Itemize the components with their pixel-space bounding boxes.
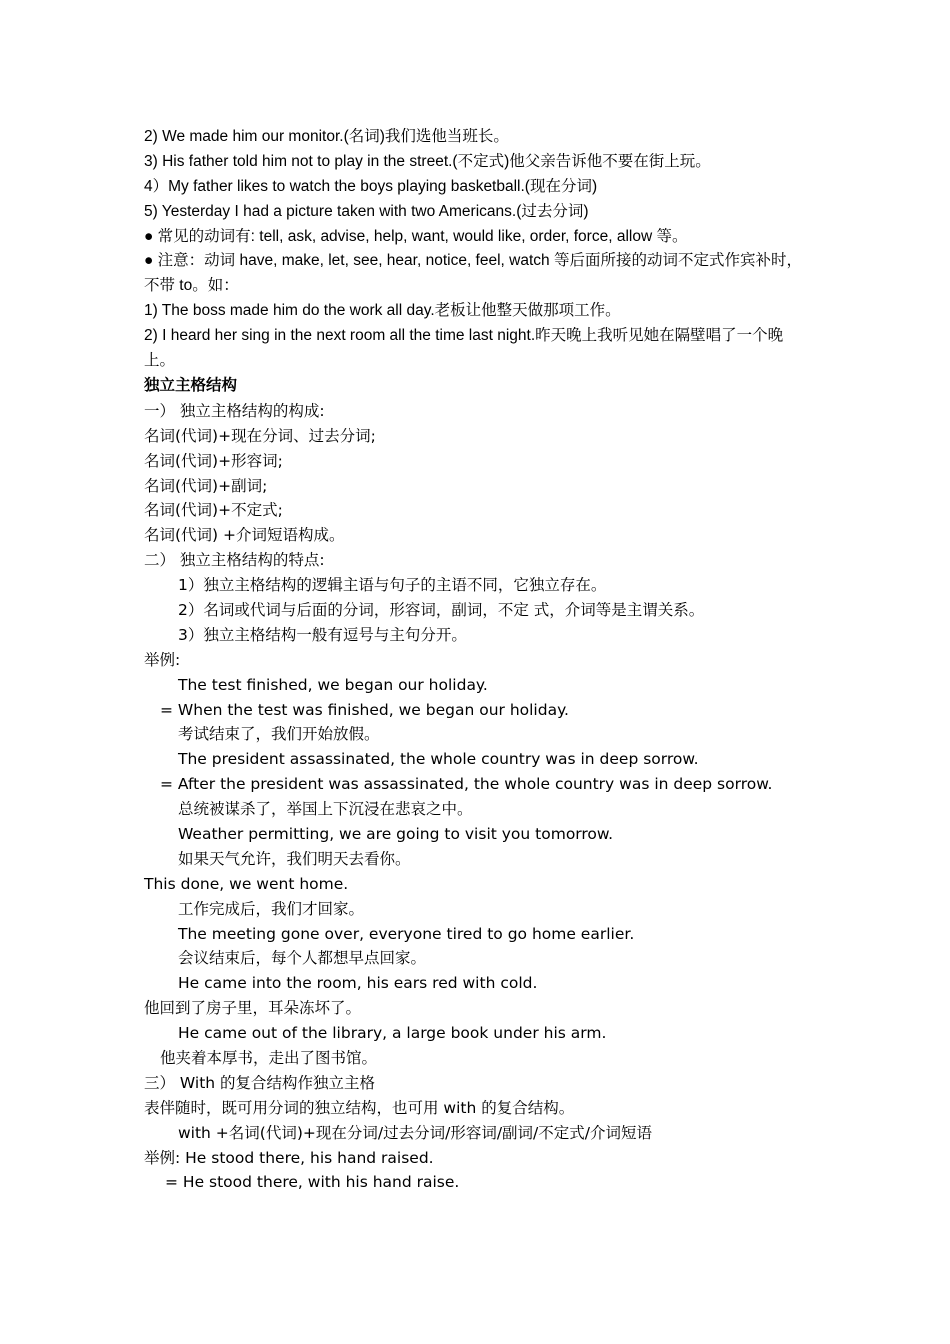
text-line: 名词(代词)+形容词;	[144, 451, 283, 470]
text-line: = He stood there, with his hand raise.	[165, 1173, 460, 1192]
section-heading: 独立主格结构	[144, 376, 238, 394]
text-line: 5) Yesterday I had a picture taken with two Americans.(过去分词)	[144, 202, 589, 220]
text-paragraph: 2) I heard her sing in the next room all the time last night.昨天晚上我听见她在隔壁唱了一个晚上。	[144, 327, 784, 370]
text-line: 会议结束后，每个人都想早点回家。	[178, 949, 427, 968]
text-line: 名词(代词) +介词短语构成。	[144, 526, 345, 545]
text-line: The meeting gone over, everyone tired to go home earlier.	[178, 924, 635, 943]
text-line: 2) We made him our monitor.(名词)我们选他当班长。	[144, 128, 509, 145]
text-line: 名词(代词)+不定式;	[144, 501, 283, 520]
text-line: 他回到了房子里，耳朵冻坏了。	[144, 999, 362, 1018]
text-line: 二） 独立主格结构的特点:	[144, 551, 325, 570]
text-line: 名词(代词)+副词;	[144, 476, 268, 495]
text-line: 总统被谋杀了，举国上下沉浸在悲哀之中。	[178, 800, 473, 819]
text-line: 3）独立主格结构一般有逗号与主句分开。	[178, 625, 467, 644]
text-line: 考试结束了，我们开始放假。	[178, 725, 380, 744]
text-line: 1) The boss made him do the work all day.老板让他整天做那项工作。	[144, 302, 621, 320]
text-line: 4）My father likes to watch the boys playing basketball.(现在分词)	[144, 177, 598, 195]
text-line: Weather permitting, we are going to visit you tomorrow.	[178, 825, 614, 844]
text-line: ● 常见的动词有: tell, ask, advise, help, want, would like, order, force, allow 等。	[144, 227, 688, 245]
text-line: 2）名词或代词与后面的分词，形容词，副词，不定 式，介词等是主谓关系。	[178, 600, 705, 619]
text-line: = When the test was finished, we began our holiday.	[160, 700, 569, 719]
text-paragraph: ● 注意：动词 have, make, let, see, hear, notice, feel, watch 等后面所接的动词不定式作宾补时，不带 to。如：	[144, 252, 802, 295]
text-line: 三） With 的复合结构作独立主格	[144, 1073, 376, 1092]
text-line: 举例: He stood there, his hand raised.	[144, 1148, 434, 1167]
text-line: 1）独立主格结构的逻辑主语与句子的主语不同，它独立存在。	[178, 576, 607, 595]
text-line: 工作完成后，我们才回家。	[178, 899, 365, 918]
text-line: He came out of the library, a large book under his arm.	[178, 1024, 607, 1043]
text-line: This done, we went home.	[144, 874, 349, 893]
text-line: He came into the room, his ears red with cold.	[178, 974, 538, 993]
document-body	[144, 125, 814, 1195]
text-line: 举例:	[144, 650, 181, 669]
text-line: 3) His father told him not to play in the street.(不定式)他父亲告诉他不要在街上玩。	[144, 152, 711, 170]
text-paragraph: = After the president was assassinated, the whole country was in deep sorrow.	[160, 775, 773, 794]
text-line: The test finished, we began our holiday.	[178, 675, 488, 694]
text-line: 表伴随时，既可用分词的独立结构，也可用 with 的复合结构。	[144, 1098, 575, 1117]
text-line: 他夹着本厚书，走出了图书馆。	[160, 1049, 378, 1068]
text-line: with +名词(代词)+现在分词/过去分词/形容词/副词/不定式/介词短语	[178, 1123, 652, 1142]
text-line: 如果天气允许，我们明天去看你。	[178, 849, 411, 868]
text-line: 一） 独立主格结构的构成:	[144, 401, 325, 420]
text-line: 名词(代词)+现在分词、过去分词;	[144, 426, 376, 445]
text-line: The president assassinated, the whole country was in deep sorrow.	[178, 750, 699, 769]
